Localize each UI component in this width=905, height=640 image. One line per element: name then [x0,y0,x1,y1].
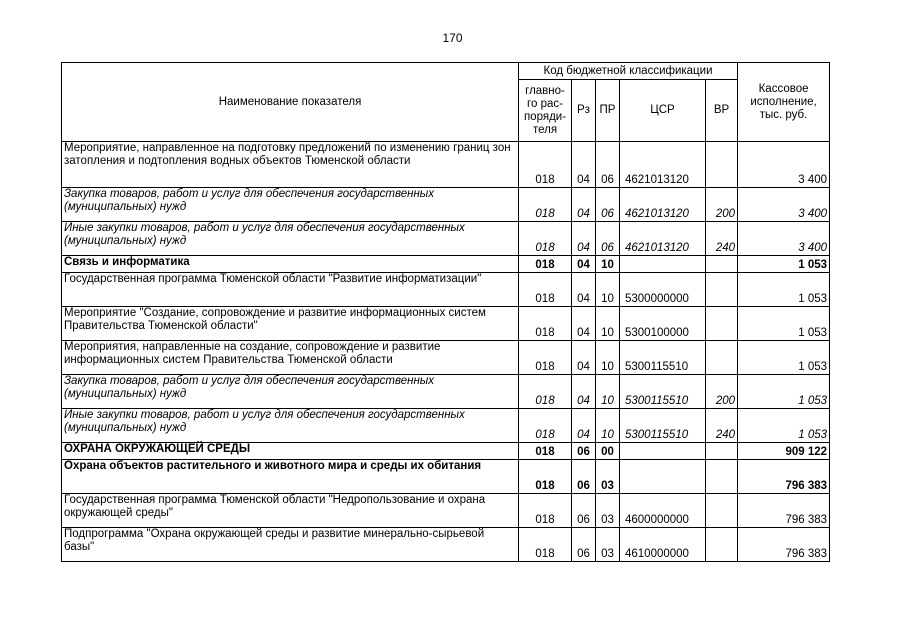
row-name: Иные закупки товаров, работ и услуг для обеспечения государственных (муниципальных) нужд [62,409,519,443]
row-admin-code: 018 [519,494,572,528]
row-pr-code: 10 [596,409,620,443]
row-name: Мероприятие "Создание, сопровождение и развитие информационных систем Правительства Тюменской области" [62,307,519,341]
column-header-rz: Рз [572,80,596,142]
table-row [62,528,830,562]
row-rz-code: 04 [572,273,596,307]
row-vr-code: 240 [706,409,738,443]
row-name: Мероприятия, направленные на создание, сопровождение и развитие информационных систем Правительства Тюменской области [62,341,519,375]
row-amount: 1 053 [738,307,830,341]
row-csr-code: 5300115510 [620,409,706,443]
row-name: ОХРАНА ОКРУЖАЮЩЕЙ СРЕДЫ [62,443,519,460]
row-admin-code: 018 [519,142,572,188]
row-csr-code: 5300000000 [620,273,706,307]
row-csr-code [620,443,706,460]
row-vr-code [706,341,738,375]
table-row [62,375,830,409]
row-rz-code: 04 [572,188,596,222]
row-admin-code: 018 [519,528,572,562]
table-row [62,443,830,460]
page-number: 170 [442,31,463,45]
row-name: Закупка товаров, работ и услуг для обеспечения государственных (муниципальных) нужд [62,188,519,222]
row-pr-code: 06 [596,222,620,256]
row-admin-code: 018 [519,443,572,460]
row-rz-code: 06 [572,528,596,562]
row-admin-code: 018 [519,273,572,307]
row-csr-code: 5300100000 [620,307,706,341]
row-csr-code: 4621013120 [620,188,706,222]
row-vr-code [706,273,738,307]
row-name: Охрана объектов растительного и животного мира и среды их обитания [62,460,519,494]
row-vr-code [706,142,738,188]
row-amount: 1 053 [738,273,830,307]
row-rz-code: 04 [572,222,596,256]
row-vr-code: 200 [706,188,738,222]
table-row [62,188,830,222]
column-header-name: Наименование показателя [62,63,519,142]
row-vr-code [706,494,738,528]
row-pr-code: 06 [596,142,620,188]
row-admin-code: 018 [519,460,572,494]
row-admin-code: 018 [519,409,572,443]
table-row [62,341,830,375]
column-header-vr: ВР [706,80,738,142]
row-admin-code: 018 [519,341,572,375]
row-csr-code [620,460,706,494]
row-rz-code: 04 [572,375,596,409]
row-csr-code: 4621013120 [620,222,706,256]
row-vr-code [706,460,738,494]
row-amount: 796 383 [738,494,830,528]
row-pr-code: 03 [596,494,620,528]
row-rz-code: 04 [572,256,596,273]
row-admin-code: 018 [519,307,572,341]
row-pr-code: 10 [596,273,620,307]
row-admin-code: 018 [519,222,572,256]
row-amount: 1 053 [738,341,830,375]
table-row [62,494,830,528]
row-vr-code [706,307,738,341]
row-admin-code: 018 [519,188,572,222]
row-name: Иные закупки товаров, работ и услуг для обеспечения государственных (муниципальных) нужд [62,222,519,256]
column-header-pr: ПР [596,80,620,142]
column-header-budget-code: Код бюджетной классификации [519,63,738,80]
row-vr-code: 240 [706,222,738,256]
table-row [62,273,830,307]
row-pr-code: 03 [596,460,620,494]
column-header-amount: Кассовое исполнение, тыс. руб. [738,63,830,142]
row-pr-code: 10 [596,307,620,341]
row-csr-code: 4610000000 [620,528,706,562]
row-pr-code: 10 [596,341,620,375]
row-vr-code [706,528,738,562]
row-csr-code: 5300115510 [620,375,706,409]
row-rz-code: 06 [572,494,596,528]
row-admin-code: 018 [519,256,572,273]
row-amount: 909 122 [738,443,830,460]
table-row [62,256,830,273]
row-pr-code: 10 [596,375,620,409]
table-row [62,409,830,443]
row-amount: 1 053 [738,409,830,443]
row-admin-code: 018 [519,375,572,409]
row-pr-code: 00 [596,443,620,460]
row-amount: 1 053 [738,375,830,409]
row-name: Государственная программа Тюменской области "Недропользование и охрана окружающей среды" [62,494,519,528]
row-csr-code: 4600000000 [620,494,706,528]
table-row [62,460,830,494]
row-rz-code: 04 [572,142,596,188]
column-header-csr: ЦСР [620,80,706,142]
budget-table [61,62,830,562]
row-rz-code: 06 [572,443,596,460]
row-amount: 3 400 [738,188,830,222]
row-pr-code: 03 [596,528,620,562]
row-vr-code: 200 [706,375,738,409]
row-pr-code: 06 [596,188,620,222]
row-vr-code [706,443,738,460]
row-name: Государственная программа Тюменской области "Развитие информатизации" [62,273,519,307]
table-row [62,222,830,256]
row-rz-code: 06 [572,460,596,494]
row-amount: 796 383 [738,528,830,562]
row-amount: 1 053 [738,256,830,273]
row-csr-code: 5300115510 [620,341,706,375]
table-body [62,142,830,562]
row-pr-code: 10 [596,256,620,273]
row-amount: 3 400 [738,142,830,188]
table-row [62,142,830,188]
row-csr-code: 4621013120 [620,142,706,188]
row-name: Связь и информатика [62,256,519,273]
row-name: Закупка товаров, работ и услуг для обеспечения государственных (муниципальных) нужд [62,375,519,409]
row-rz-code: 04 [572,341,596,375]
row-name: Мероприятие, направленное на подготовку предложений по изменению границ зон затопления и подтопления водных объектов Тюменской области [62,142,519,188]
row-name: Подпрограмма "Охрана окружающей среды и развитие минерально-сырьевой базы" [62,528,519,562]
row-rz-code: 04 [572,409,596,443]
row-amount: 796 383 [738,460,830,494]
row-vr-code [706,256,738,273]
row-csr-code [620,256,706,273]
table-row [62,307,830,341]
row-amount: 3 400 [738,222,830,256]
row-rz-code: 04 [572,307,596,341]
column-header-admin: главно-го рас-поряди-теля [519,80,572,142]
